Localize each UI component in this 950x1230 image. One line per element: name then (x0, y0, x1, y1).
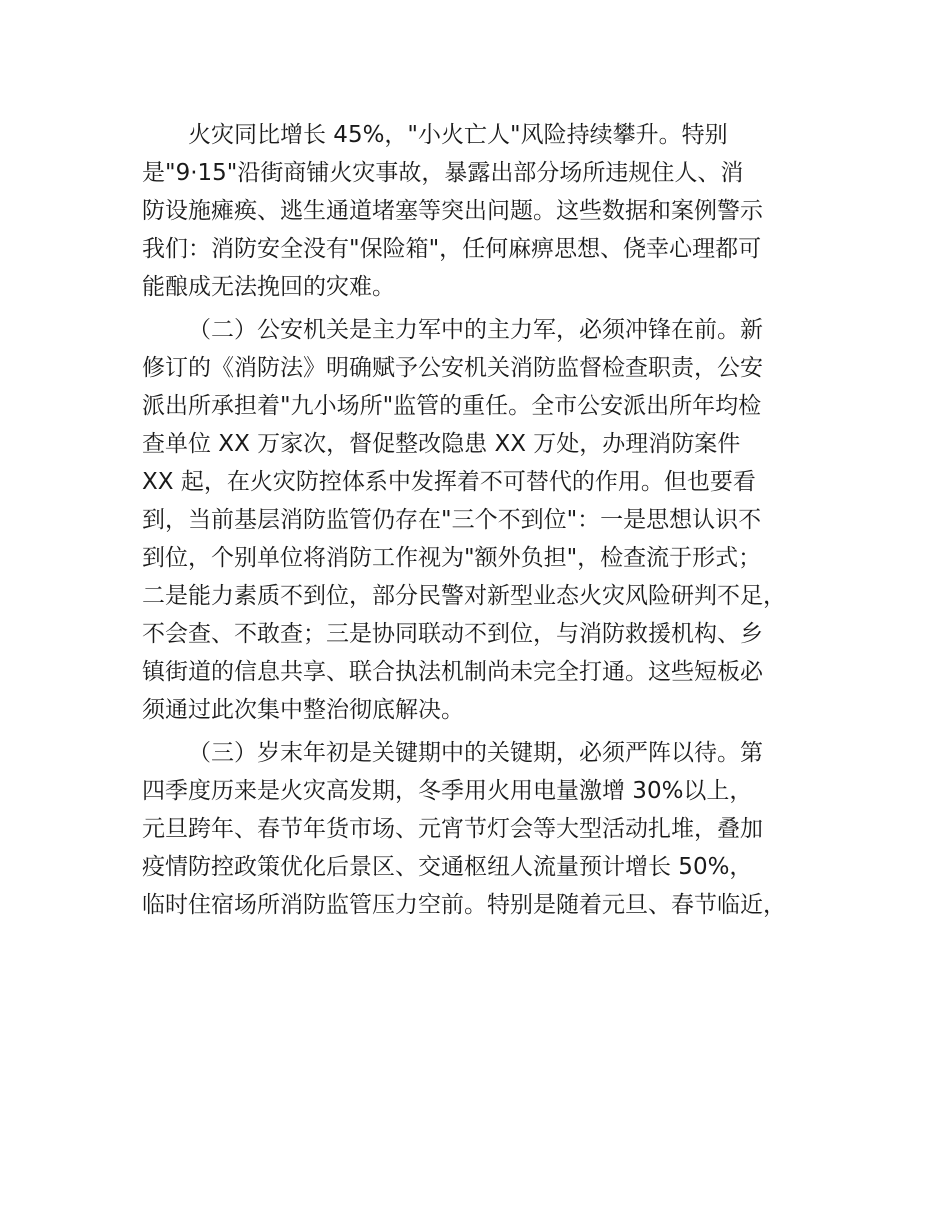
text-line: 能酿成无法挽回的灾难。 (142, 274, 395, 300)
text-line: XX 起，在火灾防控体系中发挥着不可替代的作用。但也要看 (142, 469, 756, 495)
text-line: 到位，个别单位将消防工作视为"额外负担"，检查流于形式； (142, 545, 762, 571)
text-line: 不会查、不敢查；三是协同联动不到位，与消防救援机构、乡 (142, 621, 763, 647)
text-line: 派出所承担着"九小场所"监管的重任。全市公安派出所年均检 (142, 393, 762, 419)
text-line: 镇街道的信息共享、联合执法机制尚未完全打通。这些短板必 (142, 659, 763, 685)
text-line: 火灾同比增长 45%，"小火亡人"风险持续攀升。特别 (188, 122, 728, 148)
text-line: 修订的《消防法》明确赋予公安机关消防监督检查职责，公安 (142, 355, 763, 381)
body-text (142, 116, 832, 924)
paragraph-1 (142, 116, 832, 306)
text-line: 临时住宿场所消防监管压力空前。特别是随着元旦、春节临近， (142, 892, 786, 918)
text-line: 元旦跨年、春节年货市场、元宵节灯会等大型活动扎堆，叠加 (142, 816, 763, 842)
text-line: （二）公安机关是主力军中的主力军，必须冲锋在前。新 (188, 317, 763, 343)
text-line: 是"9·15"沿街商铺火灾事故，暴露出部分场所违规住人、消 (142, 160, 744, 186)
text-line: 二是能力素质不到位，部分民警对新型业态火灾风险研判不足， (142, 583, 786, 609)
text-line: 到，当前基层消防监管仍存在"三个不到位"：一是思想认识不 (142, 507, 762, 533)
text-line: 我们：消防安全没有"保险箱"，任何麻痹思想、侥幸心理都可 (142, 236, 762, 262)
text-line: 防设施瘫痪、逃生通道堵塞等突出问题。这些数据和案例警示 (142, 198, 763, 224)
text-line: 四季度历来是火灾高发期，冬季用火用电量激增 30%以上， (142, 778, 753, 804)
text-line: （三）岁末年初是关键期中的关键期，必须严阵以待。第 (188, 740, 763, 766)
paragraph-3 (142, 734, 832, 924)
text-line: 疫情防控政策优化后景区、交通枢纽人流量预计增长 50%， (142, 854, 753, 880)
paragraph-2 (142, 311, 832, 729)
text-line: 须通过此次集中整治彻底解决。 (142, 697, 464, 723)
text-line: 查单位 XX 万家次，督促整改隐患 XX 万处，办理消防案件 (142, 431, 741, 457)
